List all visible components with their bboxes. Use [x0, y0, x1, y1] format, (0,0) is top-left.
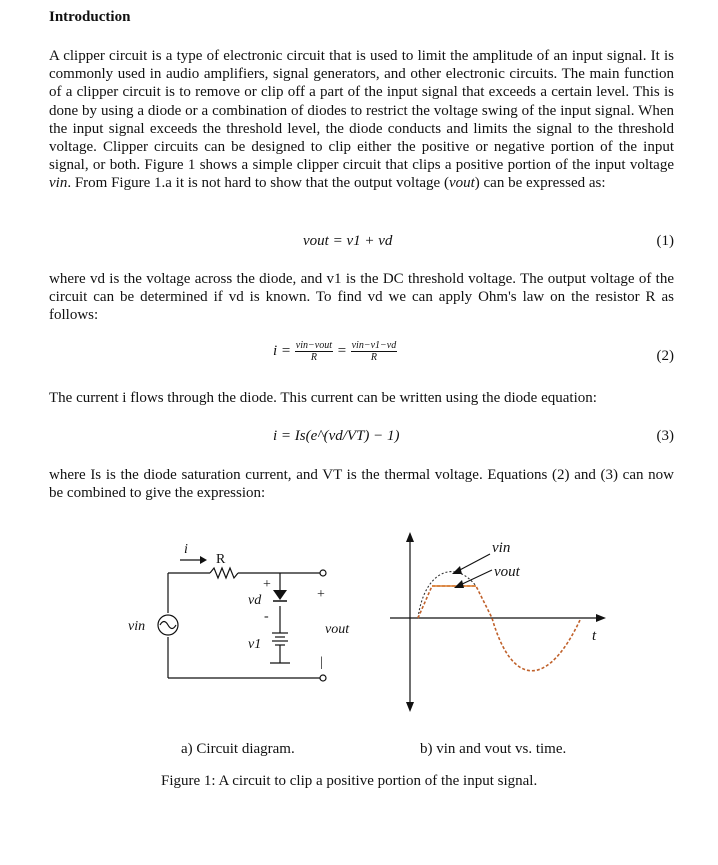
caption-b: b) vin and vout vs. time.	[420, 741, 567, 757]
paragraph-diode: The current i flows through the diode. This current can be written using the diode equation:	[49, 390, 597, 406]
vin-dotted-curve	[418, 572, 476, 618]
eq2-frac1-num: vin−vout	[295, 340, 332, 351]
graph-vout-label: vout	[494, 564, 520, 580]
circuit-vout-label: vout	[325, 622, 350, 637]
circuit-r-label: R	[216, 552, 226, 567]
vin-pointer-icon	[452, 566, 462, 574]
circuit-vout-minus: |	[320, 655, 323, 670]
circuit-minus: -	[264, 609, 269, 624]
graph-vin-label: vin	[492, 540, 511, 556]
paragraph-ohm: where vd is the voltage across the diode, and v1 is the DC threshold voltage. The output voltage of the circuit can be determined if vd is known. To find vd we can apply Ohm's law on the resistor R as follows:	[49, 271, 674, 324]
eq2-i: i =	[273, 342, 292, 359]
circuit-plus-top: +	[263, 577, 271, 592]
section-heading: Introduction	[49, 9, 131, 25]
paragraph-combine: where Is is the diode saturation current, and VT is the thermal voltage. Equations (2) and (3) can now be combined to give the expression:	[49, 467, 674, 502]
eq2-frac1-den: R	[310, 352, 317, 363]
equation-3-number: (3)	[656, 428, 674, 444]
caption-a: a) Circuit diagram.	[181, 741, 295, 757]
eq2-frac2-num: vin−v1−vd	[351, 340, 397, 351]
diode-icon	[273, 590, 287, 600]
eq2-fraction-2	[351, 340, 398, 363]
x-axis-arrow-icon	[596, 614, 606, 622]
equation-2-number: (2)	[656, 348, 674, 364]
eq1-rhs: = v1 + vd	[328, 233, 393, 249]
vout-pointer-icon	[454, 580, 464, 588]
paragraph-intro	[49, 47, 674, 193]
equation-2	[273, 340, 397, 363]
eq1-lhs: vout	[303, 233, 329, 249]
waveform-graph	[380, 528, 630, 713]
eq2-frac2-den: R	[370, 352, 377, 363]
circuit-diagram	[110, 538, 370, 698]
para1-tail: . From Figure 1.a it is not hard to show that the output voltage (	[67, 175, 449, 192]
eq2-fraction-1	[295, 340, 333, 363]
graph-t-label: t	[592, 628, 597, 644]
circuit-v1-label: v1	[248, 637, 262, 652]
vout-curve	[418, 586, 580, 671]
eq2-equals: =	[336, 342, 347, 359]
y-axis-arrow-down-icon	[406, 702, 414, 712]
para1-vout: vout	[448, 175, 475, 192]
figure-caption: Figure 1: A circuit to clip a positive portion of the input signal.	[161, 773, 538, 789]
circuit-i-label: i	[184, 542, 188, 557]
current-arrow-icon	[200, 556, 207, 564]
circuit-vd-label: vd	[248, 593, 262, 608]
circuit-vout-plus: +	[317, 587, 325, 602]
equation-1	[303, 233, 392, 250]
circuit-vin-label: vin	[128, 619, 146, 634]
para1-vin: vin	[49, 175, 68, 192]
para1-end: ) can be expressed as:	[474, 175, 606, 192]
equation-1-number: (1)	[656, 233, 674, 249]
para1-text: A clipper circuit is a type of electronic circuit that is used to limit the amplitude of an input signal. It is commonly used in audio amplifiers, signal generators, and other electronic circuits. The main function of a clipper circuit is to remove or clip off a part of the input signal that exceeds a certain level. This is done by using a diode or a combination of diodes to restrict the voltage swing of the input signal. When the input signal exceeds the threshold level, the diode conducts and limits the signal to the threshold voltage. Clipper circuits can be designed to clip either the positive or negative portion of the input signal, or both. Figure 1 shows a simple clipper circuit that clips a positive portion of the input voltage	[49, 48, 674, 174]
y-axis-arrow-icon	[406, 532, 414, 542]
equation-3: i = Is(e^(vd/VT) − 1)	[273, 428, 400, 444]
